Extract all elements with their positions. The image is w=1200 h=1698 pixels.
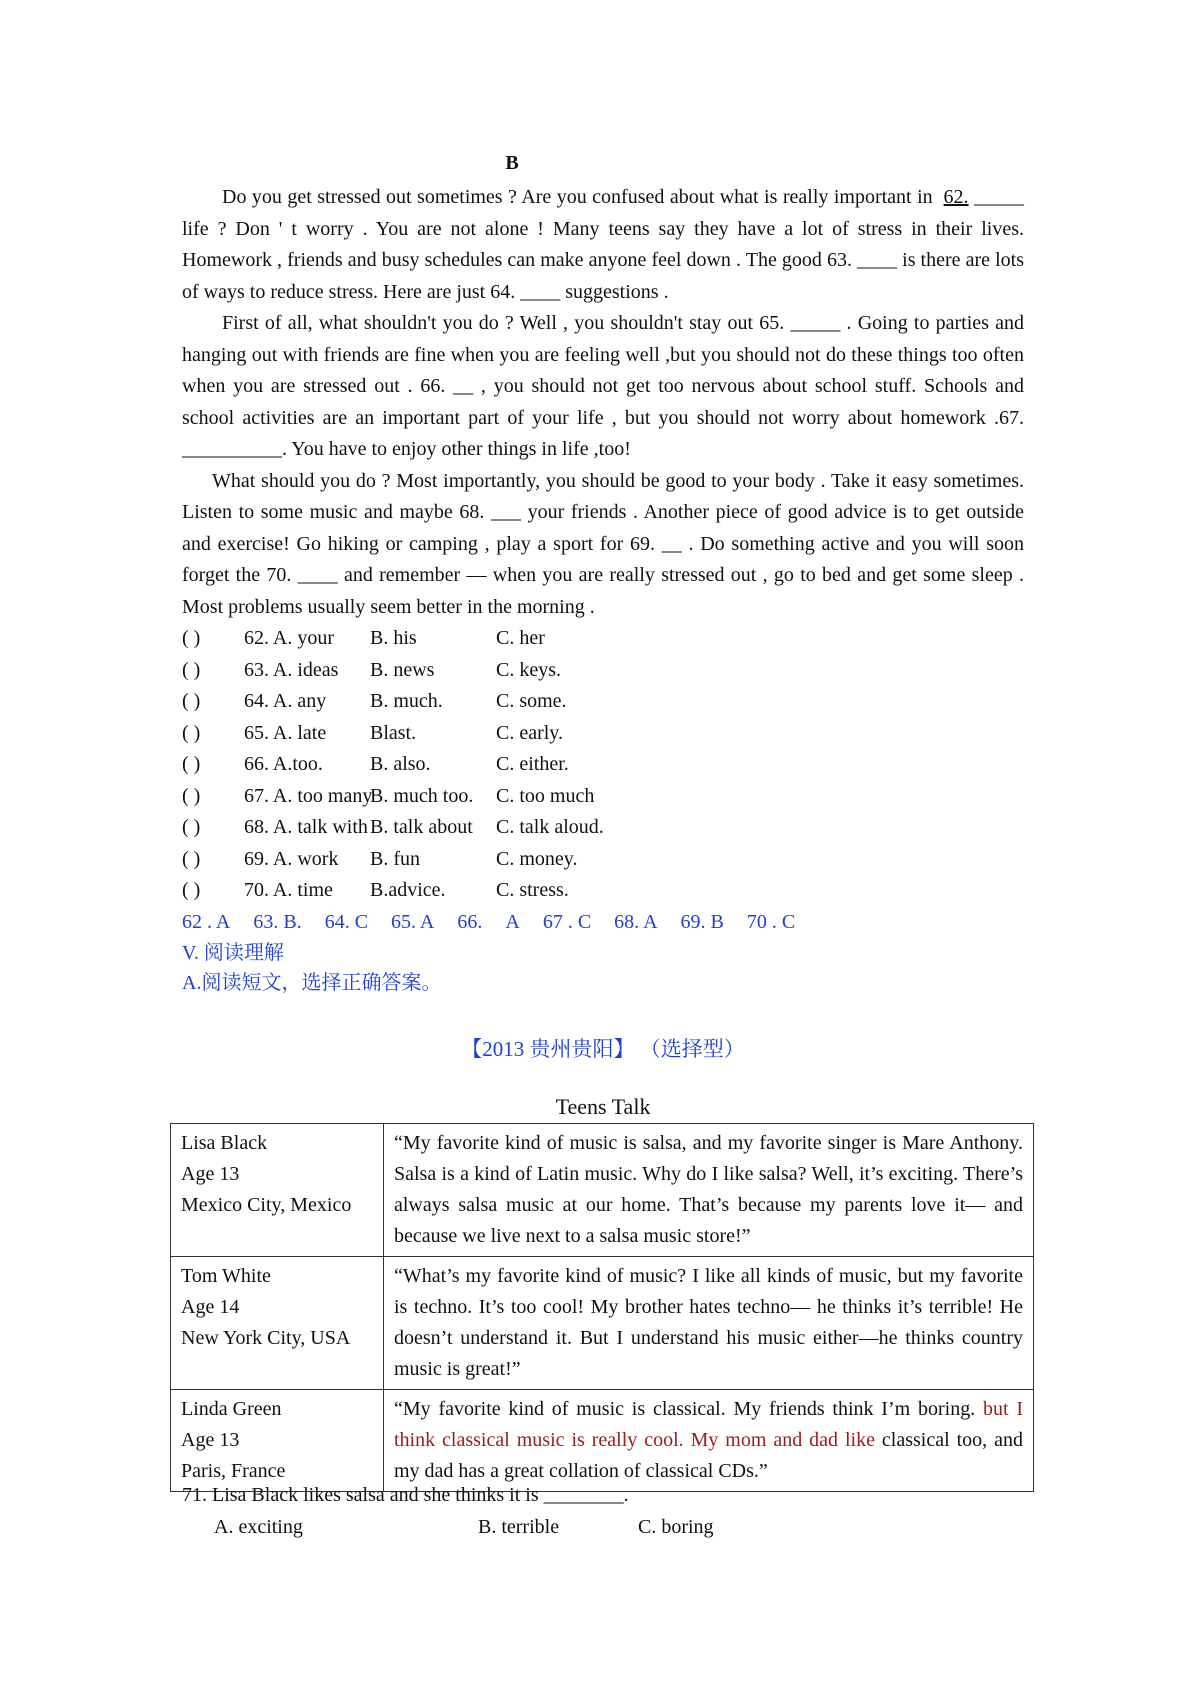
quote-text: “My favorite kind of music is classical. My friends think I’m boring. <box>394 1398 983 1420</box>
question-71-options <box>214 1512 1014 1543</box>
answer-bracket: ( ) <box>182 784 201 807</box>
question-64 <box>182 686 1024 718</box>
teens-talk-table <box>170 1123 1034 1492</box>
option-b: B. terrible <box>478 1516 560 1538</box>
option-a: 65. A. late <box>244 721 327 744</box>
answer-key-item: 70 . C <box>746 910 796 933</box>
document-page <box>182 150 1024 1121</box>
option-c: C. early. <box>496 721 564 744</box>
option-a: 67. A. too many <box>244 784 373 807</box>
question-69 <box>182 844 1024 876</box>
answer-key-item: 62 . A <box>182 910 231 933</box>
option-c: C. talk aloud. <box>496 816 604 838</box>
quote-cell: “My favorite kind of music is salsa, and my favorite singer is Mare Anthony. Salsa is a kind of Latin music. Why do I like salsa? Well, it’s exciting. There’s always salsa music at our home. That’s because my parents love it— and because we live next to a salsa music store!” <box>384 1124 1034 1257</box>
option-a: 70. A. time <box>244 879 333 901</box>
question-65 <box>182 718 1024 750</box>
source-heading: 【2013 贵州贵阳】 （选择型） <box>461 1037 745 1061</box>
answer-key-item: 63. B. <box>253 910 302 933</box>
option-b: B. also. <box>370 753 431 775</box>
person-age: Age 14 <box>181 1296 240 1318</box>
option-c: C. stress. <box>496 879 569 901</box>
person-cell <box>171 1257 384 1390</box>
option-c: C. either. <box>496 753 569 775</box>
answer-key-item: A <box>505 910 520 933</box>
answer-bracket: ( ) <box>182 879 201 901</box>
option-b: Blast. <box>370 721 417 744</box>
passage-line-1: Do you get stressed out sometimes ? Are you confused about what is really important in <box>222 186 933 208</box>
passage-paragraph-3: What should you do ? Most importantly, you should be good to your body . Take it easy sometimes. Listen to some music and maybe 68. ___ your friends . Another piece of good advice is to get outside and exercise! Go hiking or camping , play a sport for 69. __ . Do something active and you will soon forget the 70. ____ and remember — when you are really stressed out , go to bed and get some sleep . Most problems usually seem better in the morning . <box>182 469 1024 618</box>
answer-bracket: ( ) <box>182 721 201 744</box>
question-63 <box>182 655 1024 687</box>
option-a: 66. A.too. <box>244 753 323 775</box>
option-c: C. some. <box>496 690 567 712</box>
answer-key-item: 64. C <box>324 910 369 933</box>
answer-key <box>182 907 1024 939</box>
option-a: 64. A. any <box>244 690 327 712</box>
answer-bracket: ( ) <box>182 816 201 838</box>
person-age: Age 13 <box>181 1163 240 1185</box>
passage-line-1-cont: _____ life ? Don ' t worry . You are not alone ! Many teens say they have a lot of stress in their lives. Homework , friends and busy schedules can make anyone feel down . The good 63. ____ is there are lots of ways to reduce stress. Here are just 64. ____ suggestions . <box>182 186 1025 303</box>
question-67 <box>182 781 1024 813</box>
section-v-heading: V. 阅读理解 <box>182 942 284 964</box>
answer-key-item: 69. B <box>680 910 724 933</box>
answer-bracket: ( ) <box>182 627 201 649</box>
person-place: New York City, USA <box>181 1327 351 1349</box>
option-b: B. his <box>370 627 417 649</box>
option-b: B. talk about <box>370 816 473 838</box>
highlighted-text: but I think classical music is really cool. My mom and dad like <box>394 1398 1023 1451</box>
answer-bracket: ( ) <box>182 753 201 775</box>
question-70 <box>182 875 1024 907</box>
option-c: C. her <box>496 627 545 649</box>
table-row <box>171 1390 1034 1492</box>
option-a: 69. A. work <box>244 847 339 870</box>
person-age: Age 13 <box>181 1429 240 1451</box>
person-name: Lisa Black <box>181 1132 268 1154</box>
person-name: Tom White <box>181 1265 271 1287</box>
answer-key-item: 66. <box>457 910 483 933</box>
person-cell <box>171 1124 384 1257</box>
person-place: Mexico City, Mexico <box>181 1194 352 1216</box>
answer-key-item: 68. A <box>614 910 658 933</box>
option-a: 68. A. talk with <box>244 816 368 838</box>
blank-62: 62. <box>943 186 969 208</box>
option-c: C. boring <box>638 1516 714 1538</box>
quote-cell: “What’s my favorite kind of music? I like all kinds of music, but my favorite is techno. It’s too cool! My brother hates techno— he thinks it’s terrible! He doesn’t understand it. But I understand his music either—he thinks country music is great!” <box>384 1257 1034 1390</box>
question-66 <box>182 749 1024 781</box>
table-row <box>171 1257 1034 1390</box>
quote-cell <box>384 1390 1034 1492</box>
question-68 <box>182 812 1024 844</box>
option-b: B. fun <box>370 847 420 870</box>
table-title: Teens Talk <box>555 1094 651 1119</box>
section-a-instruction: A.阅读短文，选择正确答案。 <box>182 972 442 994</box>
option-b: B. much. <box>370 690 443 712</box>
option-c: C. too much <box>496 784 595 807</box>
answer-key-item: 65. A <box>391 910 435 933</box>
option-c: C. keys. <box>496 658 561 681</box>
question-list <box>182 623 1024 907</box>
section-label: B <box>505 152 519 174</box>
table-row <box>171 1124 1034 1257</box>
option-a: A. exciting <box>214 1516 303 1538</box>
answer-bracket: ( ) <box>182 690 201 712</box>
quote-text: classical too, and my dad has a great collation of classical CDs.” <box>394 1429 1023 1482</box>
person-cell <box>171 1390 384 1492</box>
answer-bracket: ( ) <box>182 658 201 681</box>
option-c: C. money. <box>496 847 578 870</box>
option-b: B. news <box>370 658 435 681</box>
person-name: Linda Green <box>181 1398 282 1420</box>
option-b: B.advice. <box>370 879 446 901</box>
option-a: 62. A. your <box>244 627 334 649</box>
passage-paragraph-2: First of all, what shouldn't you do ? Well , you shouldn't stay out 65. _____ . Going to parties and hanging out with friends are fine when you are feeling well ,but you should not do these things too often when you are stressed out . 66. __ , you should not get too nervous about school stuff. Schools and school activities are an important part of your life , but you should not worry about homework .67. __________. You have to enjoy other things in life ,too! <box>182 312 1024 460</box>
answer-bracket: ( ) <box>182 847 201 870</box>
option-a: 63. A. ideas <box>244 658 339 681</box>
person-place: Paris, France <box>181 1460 286 1482</box>
question-71: 71. Lisa Black likes salsa and she thinks it is ________. <box>182 1484 629 1506</box>
option-b: B. much too. <box>370 784 474 807</box>
question-62 <box>182 623 1024 655</box>
passage-paragraph-1 <box>182 182 1024 308</box>
answer-key-item: 67 . C <box>542 910 592 933</box>
